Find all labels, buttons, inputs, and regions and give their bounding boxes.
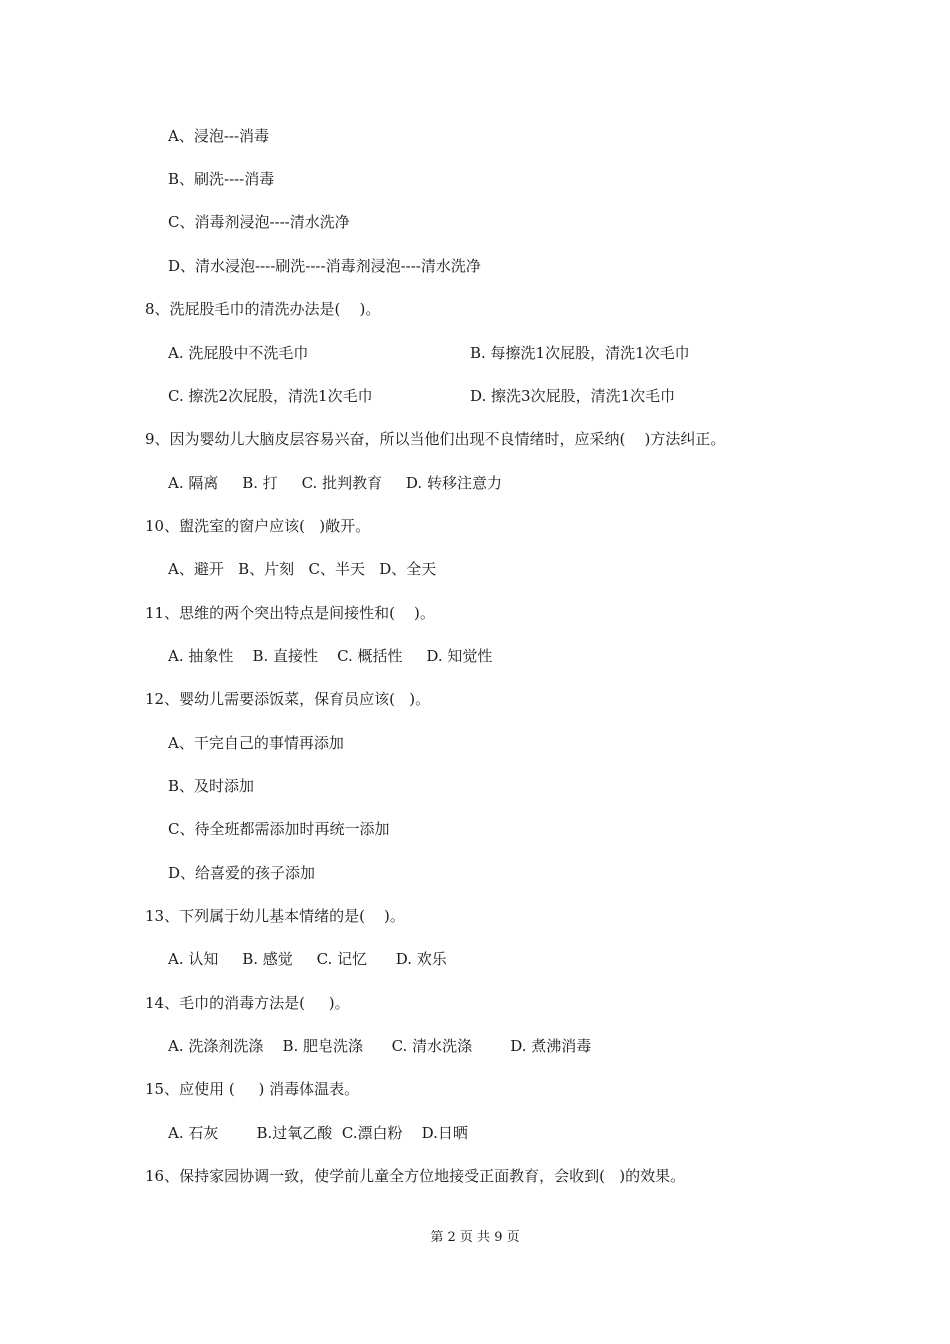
q9-options: A. 隔离 B. 打 C. 批判教育 D. 转移注意力: [168, 474, 502, 492]
q14-text: 14、毛巾的消毒方法是( )。: [145, 994, 350, 1012]
q8-option-a: A. 洗屁股中不洗毛巾: [168, 344, 309, 362]
q7-option-d: D、清水浸泡----刷洗----消毒剂浸泡----清水洗净: [168, 257, 481, 275]
q12-option-a: A、干完自己的事情再添加: [168, 734, 344, 752]
q15-options: A. 石灰 B.过氧乙酸 C.漂白粉 D.日晒: [168, 1124, 468, 1142]
q11-options: A. 抽象性 B. 直接性 C. 概括性 D. 知觉性: [168, 647, 493, 665]
q8-option-d: D. 擦洗3次屁股，清洗1次毛巾: [470, 387, 676, 405]
q12-option-d: D、给喜爱的孩子添加: [168, 864, 316, 882]
q7-option-c: C、消毒剂浸泡----清水洗净: [168, 213, 350, 231]
q10-options: A、避开 B、片刻 C、半天 D、全天: [168, 560, 437, 578]
q10-text: 10、盥洗室的窗户应该( )敞开。: [145, 517, 371, 535]
q8-option-b: B. 每擦洗1次屁股，清洗1次毛巾: [470, 344, 690, 362]
q14-options: A. 洗涤剂洗涤 B. 肥皂洗涤 C. 清水洗涤 D. 煮沸消毒: [168, 1037, 592, 1055]
q9-text: 9、因为婴幼儿大脑皮层容易兴奋，所以当他们出现不良情绪时，应采纳( )方法纠正。: [145, 430, 726, 448]
q12-option-b: B、及时添加: [168, 777, 255, 795]
q15-text: 15、应使用 ( ) 消毒体温表。: [145, 1080, 360, 1098]
q11-text: 11、思维的两个突出特点是间接性和( )。: [145, 604, 435, 622]
q8-option-c: C. 擦洗2次屁股，清洗1次毛巾: [168, 387, 373, 405]
q13-options: A. 认知 B. 感觉 C. 记忆 D. 欢乐: [168, 950, 447, 968]
q7-option-a: A、浸泡---消毒: [168, 127, 270, 145]
q7-option-b: B、刷洗----消毒: [168, 170, 275, 188]
q8-text: 8、洗屁股毛巾的清洗办法是( )。: [145, 300, 381, 318]
q13-text: 13、下列属于幼儿基本情绪的是( )。: [145, 907, 405, 925]
q12-option-c: C、待全班都需添加时再统一添加: [168, 820, 390, 838]
q16-text: 16、保持家园协调一致，使学前儿童全方位地接受正面教育，会收到( )的效果。: [145, 1167, 686, 1185]
q12-text: 12、婴幼儿需要添饭菜，保育员应该( )。: [145, 690, 431, 708]
page-number-footer: 第 2 页 共 9 页: [430, 1230, 520, 1245]
